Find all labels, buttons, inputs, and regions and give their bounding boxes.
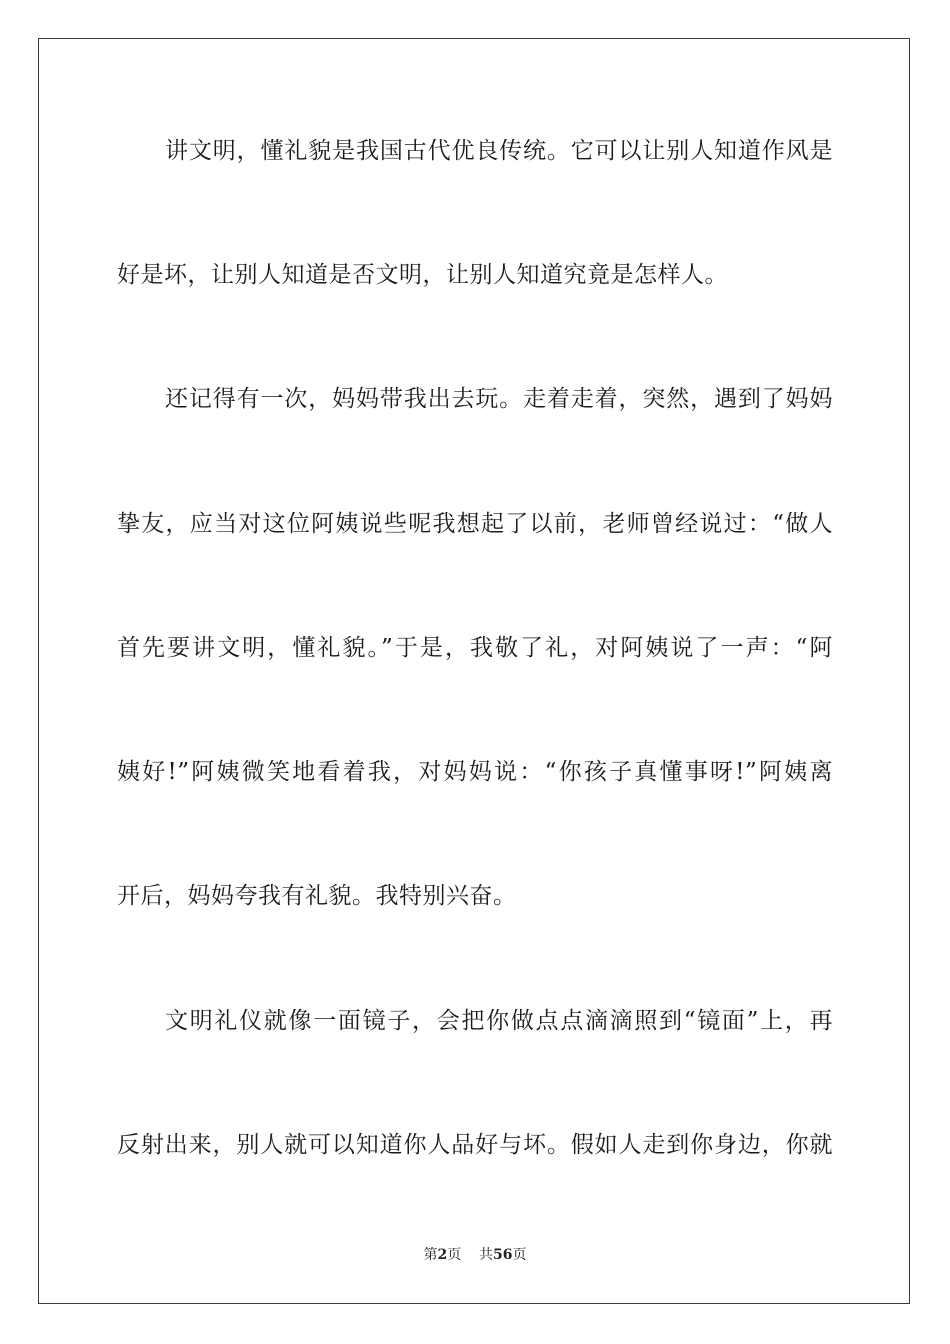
page-border xyxy=(38,38,910,1304)
page-label-prefix: 第 xyxy=(423,1247,438,1263)
paragraph-3-line-1: 文明礼仪就像一面镜子，会把你做点点滴滴照到“镜面”上，再 xyxy=(165,1008,833,1034)
paragraph-1-line-2: 好是坏，让别人知道是否文明，让别人知道究竟是怎样人。 xyxy=(117,262,728,288)
page-number: 2 xyxy=(437,1247,448,1263)
total-pages: 56 xyxy=(493,1247,513,1263)
total-label-prefix: 共 xyxy=(479,1247,494,1263)
page-footer xyxy=(0,1246,950,1264)
paragraph-2-line-5: 开后，妈妈夸我有礼貌。我特别兴奋。 xyxy=(117,883,517,909)
paragraph-1-line-1: 讲文明，懂礼貌是我国古代优良传统。它可以让别人知道作风是 xyxy=(165,138,833,164)
page-label-suffix: 页 xyxy=(447,1247,462,1263)
paragraph-2-line-2: 挚友，应当对这位阿姨说些呢我想起了以前，老师曾经说过：“做人 xyxy=(117,511,833,537)
paragraph-2-line-1: 还记得有一次，妈妈带我出去玩。走着走着，突然，遇到了妈妈 xyxy=(165,386,833,412)
paragraph-3-line-2: 反射出来，别人就可以知道你人品好与坏。假如人走到你身边，你就 xyxy=(117,1132,833,1158)
paragraph-2-line-3: 首先要讲文明，懂礼貌。”于是，我敬了礼，对阿姨说了一声：“阿 xyxy=(117,635,833,661)
paragraph-2-line-4: 姨好!”阿姨微笑地看着我，对妈妈说：“你孩子真懂事呀!”阿姨离 xyxy=(117,759,833,785)
total-label-suffix: 页 xyxy=(512,1247,527,1263)
